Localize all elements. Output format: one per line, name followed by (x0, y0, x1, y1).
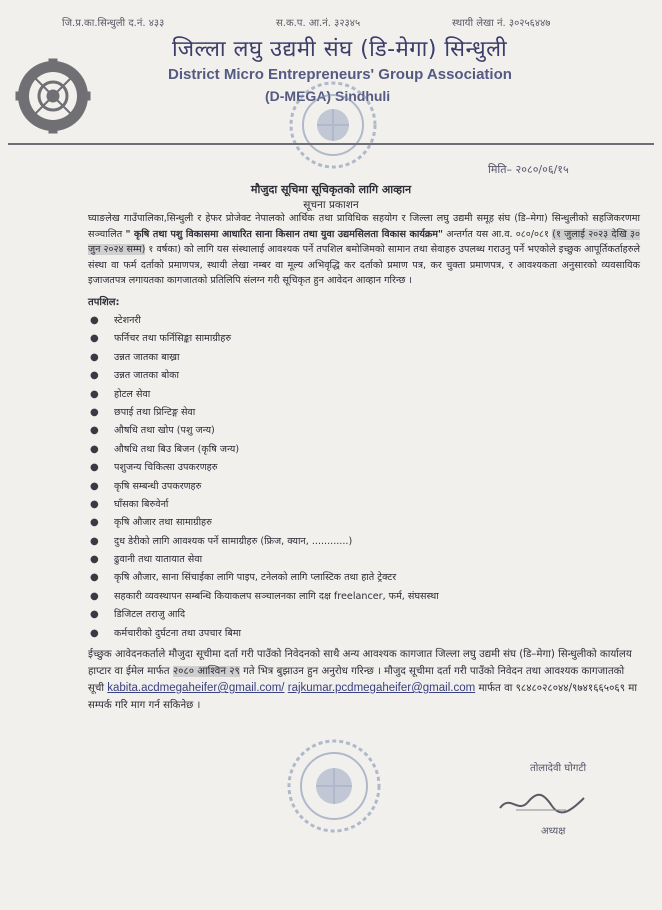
bullet-icon: ● (90, 554, 99, 566)
bullet-icon: ● (90, 425, 99, 437)
bullet-icon: ● (90, 627, 99, 639)
org-name-nepali: जिल्ला लघु उद्यमी संघ (डि-मेगा) सिन्धुली (172, 37, 508, 62)
bullet-icon: ● (90, 443, 99, 455)
list-item: ● पशुजन्य चिकित्सा उपकरणहरु (90, 459, 439, 477)
list-item: ● ढुवानी तथा यातायात सेवा (90, 551, 439, 569)
notice-date: मिति– २०८०/०६/१५ (488, 163, 569, 176)
org-name-english: District Micro Entrepreneurs' Group Association (168, 66, 512, 83)
list-item: ● कर्मचारीको दुर्घटना तथा उपचार बिमा (90, 625, 439, 643)
bullet-icon: ● (90, 498, 99, 510)
list-item: ● कृषि सम्बन्धी उपकरणहरु (90, 478, 439, 496)
bullet-icon: ● (90, 609, 99, 621)
district-registration-number: जि.प्र.का.सिन्धुली द.नं. ४३३ (62, 18, 165, 29)
body-lead: घ्याङलेख गाउँपालिका,सिन्धुली र हेफर प्रोजेक्ट नेपालको आर्थिक तथा प्राविधिक सहयोग र जिल्ला लघु उद्यमी समूह संघ (डि–मेगा) सिन्धुलीको सहजिकरणमा सञ्चालित (88, 213, 640, 240)
list-heading: तपशिल: (88, 297, 120, 308)
org-abbreviation: (D-MEGA) Sindhuli (265, 88, 391, 104)
signatory-designation: अध्यक्ष (541, 826, 566, 837)
notice-body (88, 211, 640, 289)
bullet-icon: ● (90, 535, 99, 547)
list-item: ● घाँसका बिरुवेर्ना (90, 496, 439, 514)
list-item: ● औषधि तथा बिउ बिजन (कृषि जन्य) (90, 441, 439, 459)
bullet-icon: ● (90, 517, 99, 529)
list-item: ● उन्नत जातका बोका (90, 367, 439, 385)
pan-number: स्थायी लेखा नं. ३०२५६४४७ (452, 18, 551, 29)
bullet-icon: ● (90, 370, 99, 382)
bullet-icon: ● (90, 480, 99, 492)
list-item: ● कृषि औजार तथा सामाग्रीहरु (90, 514, 439, 532)
bullet-icon: ● (90, 406, 99, 418)
list-item: ● फर्निचर तथा फर्निसिङ्का सामाग्रीहरु (90, 330, 439, 348)
body-fiscal-year: अन्तर्गत यस आ.व. ०८०/०८१ (446, 228, 549, 240)
bullet-icon: ● (90, 315, 99, 326)
list-item: ● दुध डेरीको लागि आवश्यक पर्ने सामाग्रीहरु (फ्रिज, क्यान, ............) (90, 533, 439, 551)
list-item: ● औषधि तथा खोप (पशु जन्य) (90, 422, 439, 440)
signature-icon (496, 790, 588, 816)
list-item: ● उन्नत जातका बाख्रा (90, 349, 439, 367)
body-rest: १ वर्षका) को लागि यस संस्थालाई आवश्यक पर्ने तपशिल बमोजिमको सामान तथा सेवाहरु उपलब्ध गराउनु पर्ने भएकोले इच्छुक आपूर्तिकर्ताहरुले संस्था वा फर्म दर्ताको प्रमाणपत्र, स्थायी लेखा नम्बर वा मूल्य अभिवृद्धि कर दर्ताको प्रमाण पत्र, कर चुक्ता प्रमाणपत्र, र आवश्यकता अनुसारको व्यवसायिक इजाजतपत्र लगायतका कागजातको प्रतिलिपि संलग्न गरी सूचिकृत हुन आवेदन आव्हान गरिन्छ । (88, 244, 640, 287)
program-name: " कृषि तथा पशु विकासमा आधारित साना किसान तथा युवा उद्यमसिलता विकास कार्यक्रम" (125, 228, 443, 240)
bullet-icon: ● (90, 462, 99, 474)
list-item: ● छपाई तथा प्रिन्टिङ्ग सेवा (90, 404, 439, 422)
social-council-number: स.क.प. आ.नं. ३२३४५ (276, 18, 361, 29)
deadline-highlight: २०८० आश्विन २९ (172, 666, 240, 677)
official-stamp-icon (286, 738, 382, 834)
bullet-icon: ● (90, 333, 99, 345)
official-stamp-icon (288, 80, 378, 170)
bullet-icon: ● (90, 572, 99, 584)
list-item: ● होटल सेवा (90, 386, 439, 404)
notice-subtitle: सूचना प्रकाशन (303, 199, 359, 211)
closing-paragraph: ईच्छुक आवेदनकर्ताले मौजुदा सूचीमा दर्ता गरी पाउँको निवेदनको साथै अन्य आवश्यक कागजात जिल्ला लघु उद्यमी संघ (डि–मेगा) सिन्धुलीको कार्यालय हाप्टार वा ईमेल मार्फत २०८० आश्विन २९ गते भित्र बुझाउन हुन अनुरोध गरिन्छ । मौजुद सूचीमा दर्ता गरी पाउँको निवेदन तथा आवश्यक कागजातको सूची kabita.acdmegaheifer@gmail.com/ rajkumar.pcdmegaheifer@gmail.com मार्फत वा ९८४८०२८०४४/९७४१६६५०६९ मा सम्पर्क गरि माग गर्न सकिनेछ । (88, 649, 637, 711)
notice-title: मौजुदा सूचिमा सूचिकृतको लागि आव्हान (250, 183, 412, 196)
email-link-kabita[interactable]: kabita.acdmegaheifer@gmail.com/ (107, 682, 285, 694)
email-link-rajkumar[interactable]: rajkumar.pcdmegaheifer@gmail.com (287, 682, 476, 694)
list-item: ● डिजिटल तराजु आदि (90, 606, 439, 624)
signatory-name: तोलादेवी घोगटी (530, 763, 587, 774)
fiscal-period-highlight: (१ जुलाई २०२३ देखि ३० जुन २०२४ सम्म) (88, 228, 640, 256)
bullet-icon: ● (90, 388, 99, 400)
list-item: ● स्टेशनरी (90, 312, 439, 330)
org-logo-icon (15, 58, 91, 134)
bullet-icon: ● (90, 351, 99, 363)
list-item: ● सहकारी व्यवस्थापन सम्बन्धि कियाकलप सञ्चालनका लागि दक्ष freelancer, फर्म, संघसस्था (90, 588, 439, 606)
header-divider (8, 143, 654, 145)
bullet-icon: ● (90, 590, 99, 602)
item-list (90, 312, 439, 643)
list-item: ● कृषि औजार, साना सिंचाईका लागि पाइप, टनेलको लागि प्लास्टिक तथा हाते ट्रेक्टर (90, 569, 439, 587)
